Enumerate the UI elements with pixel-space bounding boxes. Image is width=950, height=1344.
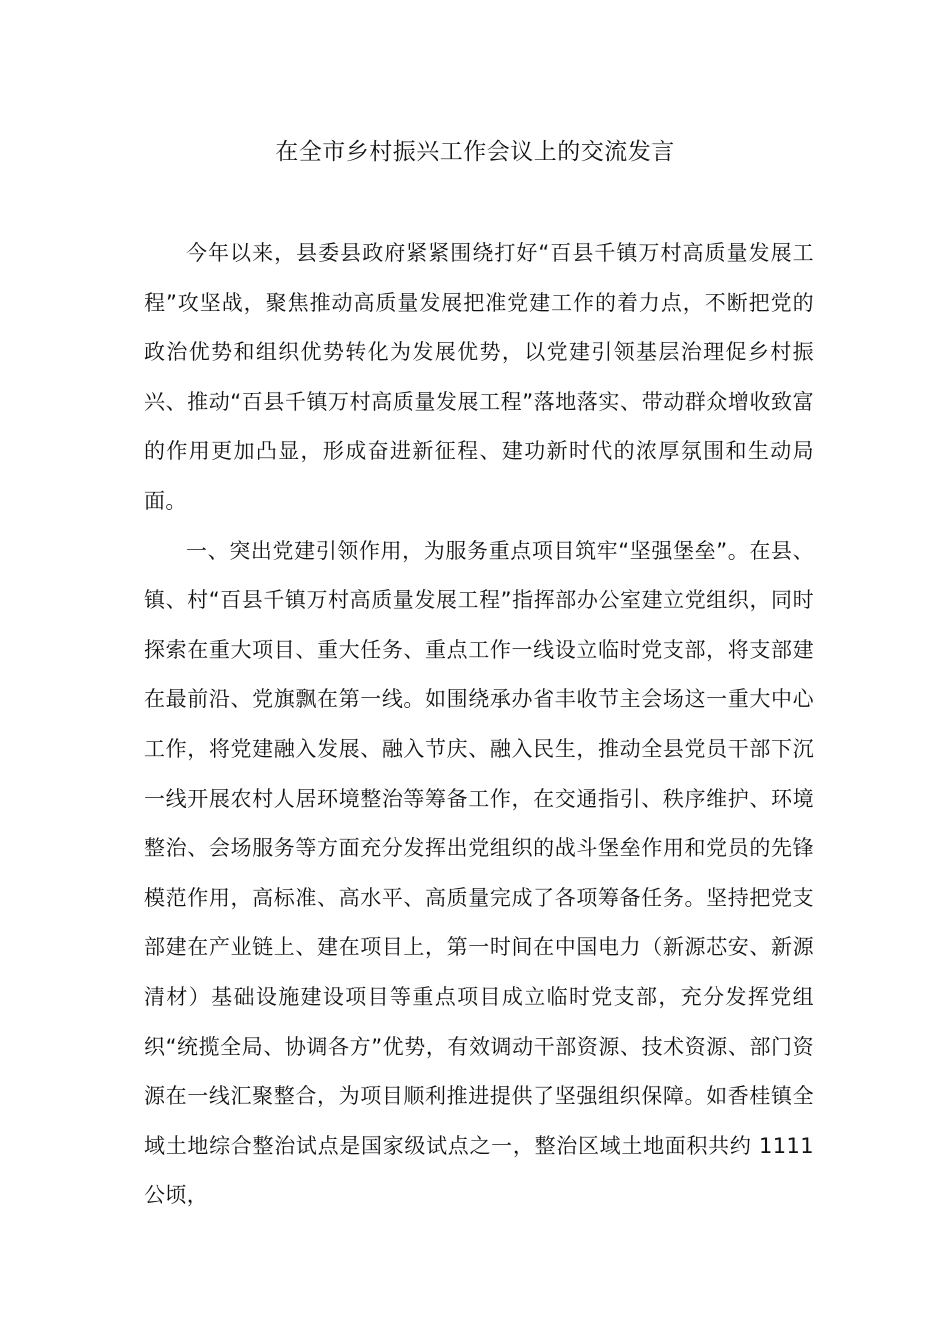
paragraph-section-one: 一、突出党建引领作用，为服务重点项目筑牢“坚强堡垒”。在县、镇、村“百县千镇万村高质量发展工程”指挥部办公室建立党组织，同时探索在重大项目、重大任务、重点工作一线设立临时党支部，将支部建在最前沿、党旗飘在第一线。如围绕承办省丰收节主会场这一重大中心工作，将党建融入发展、融入节庆、融入民生，推动全县党员干部下沉一线开展农村人居环境整治等筹备工作，在交通指引、秩序维护、环境整治、会场服务等方面充分发挥出党组织的战斗堡垒作用和党员的先锋模范作用，高标准、高水平、高质量完成了各项筹备任务。坚持把党支部建在产业链上、建在项目上，第一时间在中国电力（新源芯安、新源清材）基础设施建设项目等重点项目成立临时党支部，充分发挥党组织“统揽全局、协调各方”优势，有效调动干部资源、技术资源、部门资源在一线汇聚整合，为项目顺利推进提供了坚强组织保障。如香桂镇全域土地综合整治试点是国家级试点之一，整治区域土地面积共约 1111 公顷，: [144, 538, 814, 1208]
document-body: [144, 229, 814, 1221]
document-title: 在全市乡村振兴工作会议上的交流发言: [275, 139, 675, 165]
paragraph-intro: 今年以来，县委县政府紧紧围绕打好“百县千镇万村高质量发展工程”攻坚战，聚焦推动高质量发展把准党建工作的着力点，不断把党的政治优势和组织优势转化为发展优势，以党建引领基层治理促乡村振兴、推动“百县千镇万村高质量发展工程”落地落实、带动群众增收致富的作用更加凸显，形成奋进新征程、建功新时代的浓厚氛围和生动局面。: [144, 241, 814, 513]
